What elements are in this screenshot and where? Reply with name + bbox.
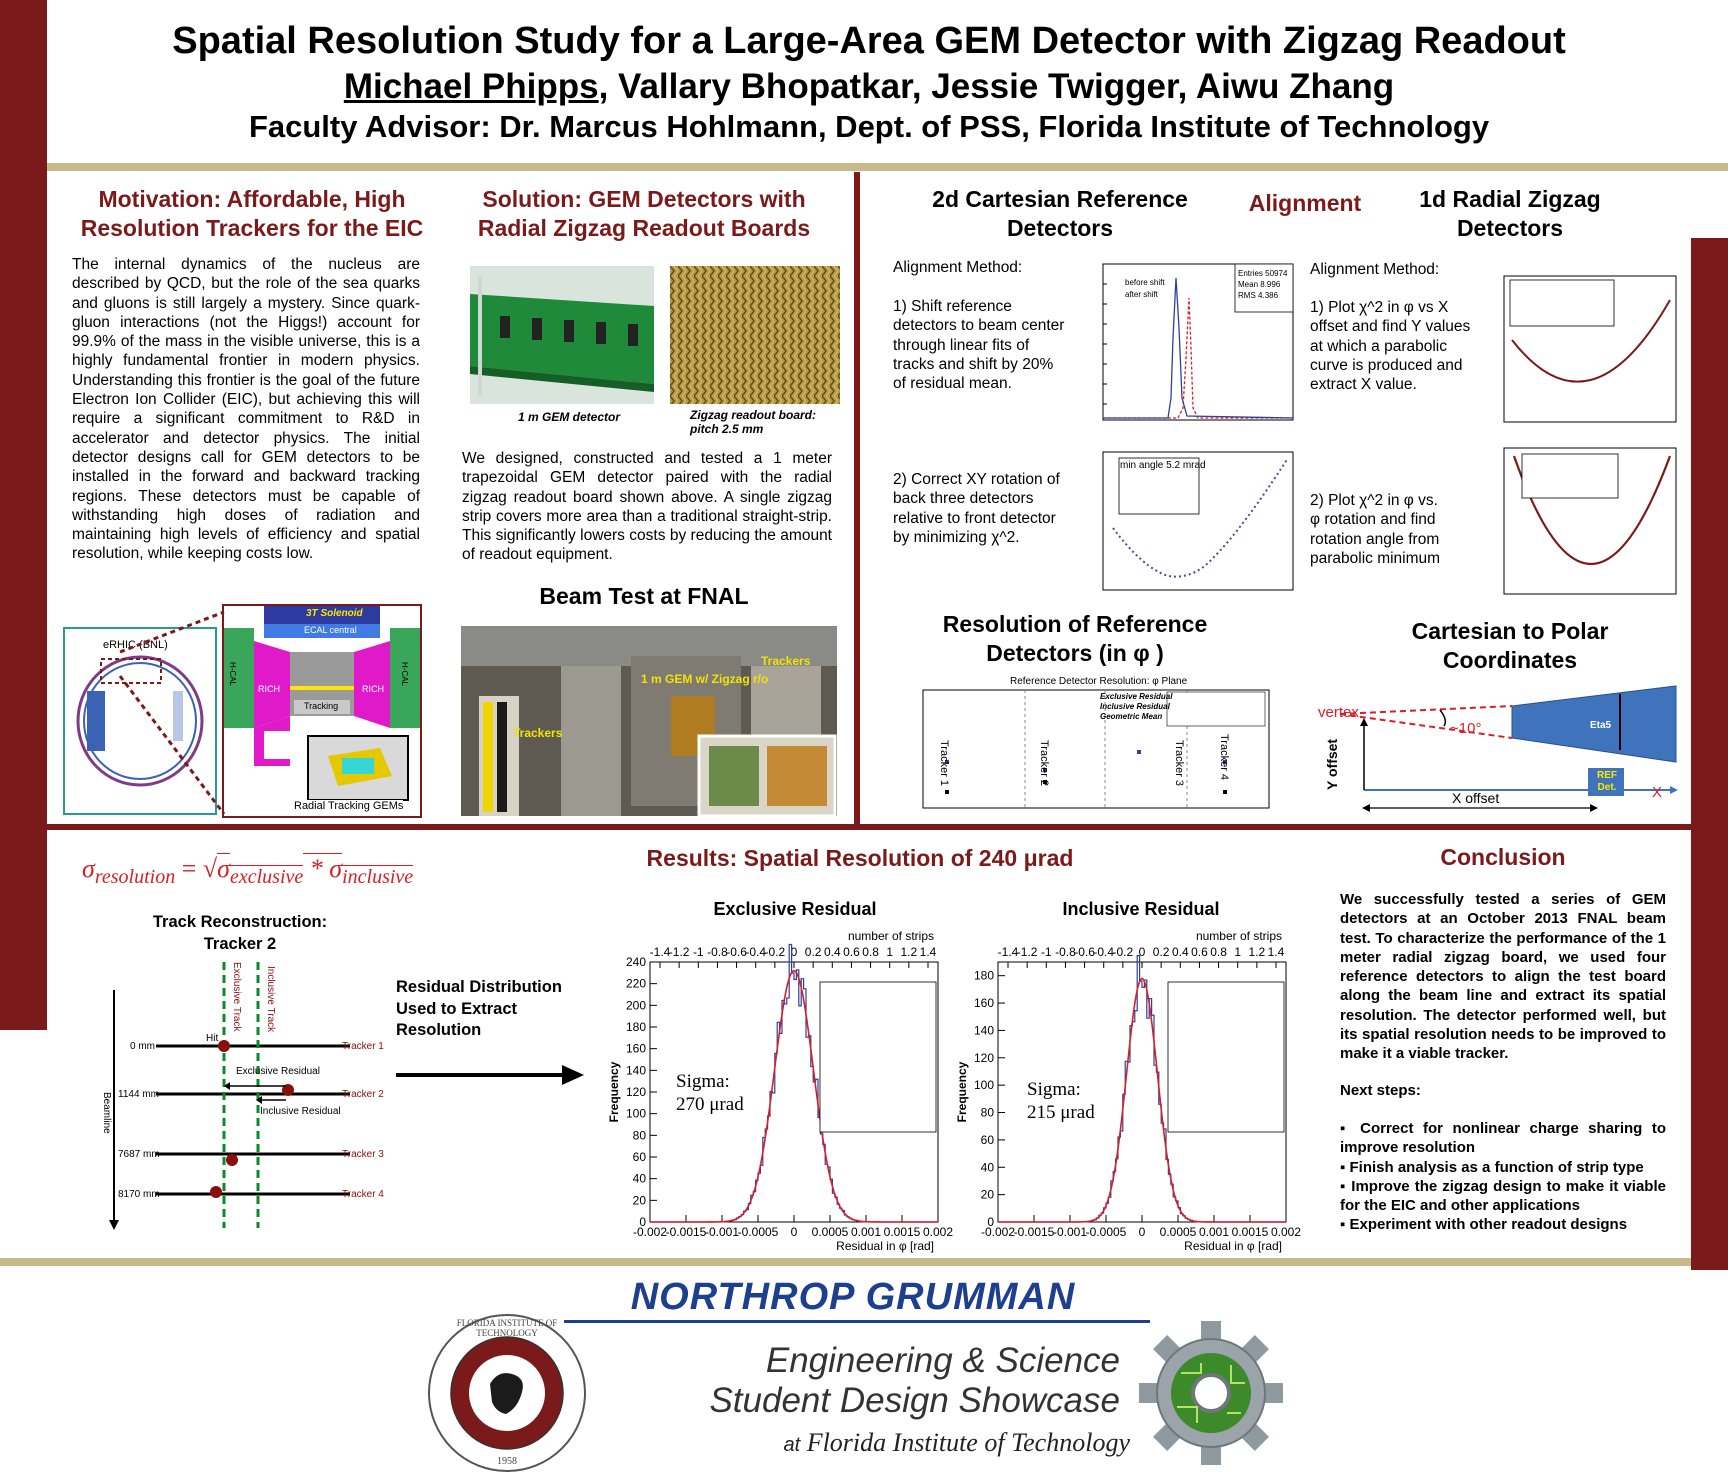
inclusive-histogram [952, 918, 1302, 1254]
x-tick-label: -0.0015 [665, 1225, 707, 1239]
beam-label-trackers-right: Trackers [761, 654, 811, 668]
x-tick-label: 0.002 [922, 1225, 954, 1239]
polar-x-axis: X [1652, 784, 1663, 801]
stats-box [1168, 982, 1284, 1132]
solution-title: Solution: GEM Detectors with Radial Zigzag Readout Boards [477, 186, 811, 241]
zigzag-photo-caption: Zigzag readout board: pitch 2.5 mm [690, 408, 816, 436]
formula-r2: σ [329, 854, 343, 883]
row-z-3: 8170 mm [118, 1189, 160, 1200]
y-tick-label: 40 [632, 1171, 646, 1186]
x-tick-label: -0.0005 [737, 1225, 779, 1239]
hcal-right-label: H-CAL [400, 662, 409, 687]
presenter-name: Michael Phipps [343, 67, 599, 106]
cart-method-label: Alignment Method: [893, 259, 1023, 276]
alignment-heading: Alignment [1248, 190, 1362, 216]
x-offset-parabola [1480, 270, 1680, 432]
y-axis-label: Frequency [607, 1061, 621, 1123]
advisor-line: Faculty Advisor: Dr. Marcus Hohlmann, Dept. of PSS, Florida Institute of Technology [248, 109, 1490, 144]
ref-tracker2: Tracker 2 [1038, 740, 1050, 787]
y-tick-label: 180 [973, 968, 994, 983]
showcase-line2: Student Design Showcase [709, 1381, 1120, 1420]
polar-ref: REF Det. [1597, 770, 1617, 793]
ref-plot-title: Reference Detector Resolution: φ Plane [1010, 676, 1188, 687]
x-axis-label: Residual in φ [rad] [1184, 1239, 1282, 1253]
conclusion-body: We successfully tested a series of GEM detectors at an October 2013 FNAL beam test. To characterize the performance of the 1 meter radial zigzag board, we used four reference detectors to align the test board along the beam line and extract its spatial resolution. The detector performed well, but its spatial resolution needs to be improved to make it a viable tracker. [1340, 891, 1666, 1063]
y-tick-label: 0 [987, 1215, 994, 1229]
legend-exclusive: Exclusive Residual [1100, 692, 1173, 701]
y-tick-label: 40 [980, 1160, 994, 1175]
y-tick-label: 160 [625, 1041, 646, 1056]
top-tick-label: -0.2 [1112, 945, 1134, 959]
stat-rms: 4.386 [1258, 291, 1279, 300]
polar-angle: ~10° [1450, 720, 1482, 737]
ref-tracker4: Tracker 4 [1218, 734, 1230, 781]
exclusive-residual-label: Exclusive Residual [236, 1066, 320, 1077]
erhic-label: eRHIC (BNL) [103, 639, 168, 651]
y-tick-label: 0 [639, 1215, 646, 1229]
legend-geometric: Geometric Mean [1100, 712, 1163, 721]
y-axis-label: Frequency [955, 1061, 969, 1123]
top-tick-label: -0.8 [707, 945, 728, 959]
top-tick-label: 0.4 [1171, 945, 1189, 959]
poster-title: Spatial Resolution Study for a Large-Area GEM Detector with Zigzag Readout [172, 20, 1566, 62]
x-tick-label: -0.002 [980, 1225, 1016, 1239]
top-tick-label: 0.8 [1210, 945, 1227, 959]
y-tick-label: 120 [973, 1050, 994, 1065]
formula-eq: = √ [175, 854, 218, 883]
radial-gems-label: Radial Tracking GEMs [294, 800, 404, 812]
next-step-text: Correct for nonlinear charge sharing to improve resolution [1340, 1120, 1666, 1157]
formula-lhs: σ [82, 854, 95, 883]
tracking-label: Tracking [304, 701, 339, 711]
top-tick-label: 0 [1138, 945, 1146, 959]
top-tick-label: 1.4 [1267, 945, 1285, 959]
stat-entries-label: Entries [1238, 269, 1263, 278]
y-tick-label: 20 [980, 1187, 994, 1202]
cart-step2: 2) Correct XY rotation of back three detectors relative to front detector by minimizing χ^2. [893, 471, 1060, 546]
next-step-item: ▪ Experiment with other readout designs [1340, 1216, 1628, 1234]
shift-legend-before: before shift [1125, 278, 1165, 287]
top-tick-label: 1.2 [1248, 945, 1266, 959]
motivation-body: The internal dynamics of the nucleus are described by QCD, but the role of the sea quarks and gluons is still largely a mystery. Since quark-gluon interactions (not the Higgs!) account for 99.9% of the mass in the visible universe, this is a highly fundamental frontier in modern physics. Understanding this frontier is the goal of the future Electron Ion Collider (EIC), but achieving this will require a significant commitment to R&D in accelerator and detector physics. The initial detector designs call for GEM detectors to be installed in the forward and backward tracking regions. These detectors must be capable of withstanding high doses of radiation and maintaining high levels of efficiency and spatial resolution, while keeping costs low. [72, 256, 420, 563]
stats-box [820, 982, 936, 1132]
next-step-text: Finish analysis as a function of strip type [1349, 1158, 1644, 1176]
next-step-item: ▪ Improve the zigzag design to make it viable for the EIC and other applications [1340, 1177, 1666, 1215]
top-tick-label: 0.8 [862, 945, 879, 959]
y-tick-label: 160 [973, 996, 994, 1011]
shift-legend-after: after shift [1125, 290, 1158, 299]
top-tick-label: -0.4 [745, 945, 767, 959]
top-tick-label: -1.2 [668, 945, 690, 959]
solenoid-label: 3T Solenoid [306, 608, 363, 619]
inclusive-residual-label: Inclusive Residual [260, 1106, 341, 1117]
next-steps-label: Next steps: [1340, 1082, 1421, 1099]
next-step-item: ▪ Correct for nonlinear charge sharing to improve resolution [1340, 1120, 1666, 1157]
top-tick-label: 0.2 [1152, 945, 1170, 959]
x-tick-label: 0.0005 [1159, 1225, 1197, 1239]
radial-method-label: Alignment Method: [1310, 261, 1440, 278]
stat-mean-label: Mean [1238, 280, 1259, 289]
y-tick-label: 140 [973, 1023, 994, 1038]
exclusive-plot-title: Exclusive Residual [713, 899, 877, 919]
results-title: Results: Spatial Resolution of 240 μrad [646, 845, 1074, 871]
formula-r1-sub: exclusive [229, 866, 304, 889]
x-tick-label: 0.0015 [883, 1225, 921, 1239]
seal-text: FLORIDA INSTITUTE OF TECHNOLOGY [456, 1318, 558, 1338]
inclusive-sigma-value: 215 μrad [1027, 1102, 1095, 1123]
top-tick-label: -1.4 [997, 945, 1019, 959]
vertical-divider-top [854, 172, 860, 824]
x-tick-label: -0.001 [1052, 1225, 1088, 1239]
top-tick-label: -0.6 [726, 945, 747, 959]
gem-detector-photo [470, 266, 654, 404]
hit-label: Hit [206, 1033, 219, 1044]
radial-step2: 2) Plot χ^2 in φ vs. φ rotation and find rotation angle from parabolic minimum [1310, 492, 1441, 567]
beam-test-title: Beam Test at FNAL [539, 583, 749, 609]
x-tick-label: 0.0005 [811, 1225, 849, 1239]
rich-right-label: RICH [362, 684, 384, 694]
rotation-parabola [1480, 442, 1680, 604]
y-tick-label: 100 [973, 1078, 994, 1093]
stat-rms-label: RMS [1238, 291, 1256, 300]
exclusive-sigma-label [676, 1070, 744, 1116]
row-tracker-1: Tracker 2 [342, 1089, 384, 1100]
ref-tracker3: Tracker 3 [1173, 740, 1185, 787]
header-gold-rule [47, 163, 1728, 171]
polar-eta: Eta5 [1590, 720, 1612, 731]
northrop-grumman-logo: NORTHROP GRUMMAN [630, 1276, 1076, 1318]
formula-mul: * [303, 854, 330, 883]
detector-cross-section [222, 604, 422, 818]
top-tick-label: -1 [692, 945, 704, 959]
row-tracker-0: Tracker 1 [342, 1041, 384, 1052]
stat-entries: 50974 [1265, 269, 1288, 278]
exclusive-track-label: Exclusive Track [231, 962, 242, 1032]
y-tick-label: 60 [632, 1150, 646, 1164]
ref-resolution-plot [905, 688, 1271, 814]
footer-gold-rule [0, 1258, 1691, 1266]
polar-x-offset: X offset [1452, 790, 1500, 806]
radial-step1: 1) Plot χ^2 in φ vs X offset and find Y values at which a parabolic curve is produced and extract X value. [1310, 299, 1471, 394]
top-tick-label: 1 [886, 945, 894, 959]
x-tick-label: 0.001 [850, 1225, 882, 1239]
row-z-1: 1144 mm [118, 1089, 159, 1100]
x-tick-label: -0.001 [704, 1225, 740, 1239]
top-axis-label: number of strips [847, 929, 934, 943]
next-step-text: Experiment with other readout designs [1349, 1216, 1628, 1234]
y-tick-label: 120 [625, 1085, 646, 1099]
solution-body: We designed, constructed and tested a 1 meter trapezoidal GEM detector paired with the radial zigzag readout board shown above. A single zigzag strip covers more area than a traditional straight-strip. This significantly lowers costs by reducing the amount of readout equipment. [462, 450, 832, 564]
x-axis-label: Residual in φ [rad] [836, 1239, 934, 1253]
y-tick-label: 180 [625, 1020, 646, 1034]
motivation-title: Motivation: Affordable, High Resolution Trackers for the EIC [80, 186, 424, 241]
x-tick-label: 0.001 [1198, 1225, 1230, 1239]
y-tick-label: 80 [980, 1105, 994, 1120]
author-line [47, 66, 1691, 108]
top-tick-label: -1 [1040, 945, 1052, 959]
y-tick-label: 220 [625, 976, 646, 991]
y-tick-label: 80 [632, 1128, 646, 1143]
x-tick-label: 0.002 [1270, 1225, 1302, 1239]
next-step-text: Improve the zigzag design to make it viable for the EIC and other applications [1340, 1177, 1666, 1215]
inclusive-plot-title: Inclusive Residual [1062, 899, 1220, 919]
top-tick-label: 0.2 [804, 945, 822, 959]
top-tick-label: -0.6 [1074, 945, 1095, 959]
resolution-formula [82, 854, 413, 889]
beamline-label: Beamline [101, 1092, 112, 1134]
legend-inclusive: Inclusive Residual [1100, 702, 1170, 711]
x-tick-label: 0 [1138, 1225, 1146, 1239]
ref-legend [1100, 692, 1172, 722]
residual-arrow [394, 1062, 586, 1088]
gear-logo-icon [1136, 1318, 1286, 1468]
top-axis-label: number of strips [1195, 929, 1282, 943]
exclusive-sigma-value: 270 μrad [676, 1094, 744, 1115]
row-tracker-3: Tracker 4 [342, 1189, 384, 1200]
right-maroon-bar [1691, 238, 1728, 1270]
top-tick-label: -0.8 [1055, 945, 1076, 959]
next-step-item: ▪ Finish analysis as a function of strip type [1340, 1158, 1644, 1176]
showcase-at: at [783, 1434, 801, 1456]
polar-title: Cartesian to Polar Coordinates [1411, 618, 1609, 673]
x-tick-label: -0.0005 [1085, 1225, 1127, 1239]
y-tick-label: 240 [625, 955, 646, 969]
ref-resolution-title: Resolution of Reference Detectors (in φ ) [942, 611, 1208, 666]
x-tick-label: 0.0015 [1231, 1225, 1269, 1239]
horizontal-divider [47, 824, 1691, 830]
row-z-2: 7687 mm [118, 1149, 160, 1160]
formula-r2-sub: inclusive [342, 866, 414, 889]
y-tick-label: 200 [625, 998, 646, 1013]
showcase-institute [760, 1428, 1130, 1458]
stat-mean: 8.996 [1260, 280, 1281, 289]
inclusive-sigma-word: Sigma: [1027, 1079, 1081, 1100]
top-tick-label: 1.4 [919, 945, 937, 959]
beam-test-photo [461, 626, 837, 816]
ref-tracker1: Tracker 1 [938, 740, 950, 787]
x-tick-label: 0 [790, 1225, 798, 1239]
other-authors: , Vallary Bhopatkar, Jessie Twigger, Aiwu Zhang [598, 67, 1395, 106]
x-tick-label: -0.0015 [1013, 1225, 1055, 1239]
top-tick-label: -1.4 [649, 945, 671, 959]
beam-label-trackers-left: Trackers [513, 726, 563, 740]
formula-lhs-sub: resolution [94, 866, 176, 889]
x-tick-label: -0.002 [632, 1225, 668, 1239]
track-reco-title: Track Reconstruction: Tracker 2 [152, 913, 328, 953]
hcal-left-label: H-CAL [228, 662, 237, 687]
radial-title: 1d Radial Zigzag Detectors [1419, 186, 1601, 241]
exclusive-histogram [604, 918, 954, 1254]
y-tick-label: 60 [980, 1132, 994, 1147]
polar-y-offset: Y offset [1324, 738, 1340, 790]
shift-stats [1238, 268, 1294, 301]
y-tick-label: 20 [632, 1193, 646, 1208]
rotation-label: min angle 5.2 mrad [1120, 460, 1206, 471]
inclusive-track-label: Inclusive Track [265, 966, 276, 1033]
zigzag-board-photo [670, 266, 840, 404]
beam-label-gem: 1 m GEM w/ Zigzag r/o [641, 672, 769, 686]
top-tick-label: -0.2 [764, 945, 786, 959]
cart-step1: 1) Shift reference detectors to beam center through linear fits of tracks and shift by 20% of residual mean. [893, 298, 1065, 393]
seal-year: 1958 [497, 1456, 517, 1467]
conclusion-title: Conclusion [1440, 844, 1566, 870]
polar-vertex: vertex [1318, 704, 1359, 721]
next-steps-list [1340, 1119, 1666, 1235]
y-tick-label: 140 [625, 1063, 646, 1078]
showcase-line1: Engineering & Science [765, 1341, 1120, 1380]
gem-photo-caption: 1 m GEM detector [518, 410, 621, 424]
row-z-0: 0 mm [130, 1041, 155, 1052]
top-tick-label: -0.4 [1093, 945, 1115, 959]
polar-diagram [1320, 680, 1680, 816]
top-tick-label: 1.2 [900, 945, 918, 959]
left-maroon-bar [0, 0, 47, 1030]
inclusive-sigma-label [1027, 1078, 1095, 1124]
sponsor-underline [564, 1320, 1150, 1323]
row-tracker-2: Tracker 3 [342, 1149, 384, 1160]
top-tick-label: 0 [790, 945, 798, 959]
cartesian-title: 2d Cartesian Reference Detectors [932, 186, 1188, 241]
top-tick-label: 0.4 [823, 945, 841, 959]
showcase-institute-name: Florida Institute of Technology [806, 1428, 1130, 1457]
top-tick-label: 0.6 [843, 945, 860, 959]
formula-r1: σ [217, 854, 230, 883]
top-tick-label: 1 [1234, 945, 1242, 959]
residual-arrow-text: Residual Distribution Used to Extract Resolution [396, 978, 562, 1039]
top-tick-label: 0.6 [1191, 945, 1208, 959]
rich-left-label: RICH [258, 684, 280, 694]
exclusive-sigma-word: Sigma: [676, 1071, 730, 1092]
zoom-dashed-lines [120, 610, 230, 820]
y-tick-label: 100 [625, 1106, 646, 1121]
ecal-label: ECAL central [304, 625, 357, 635]
top-tick-label: -1.2 [1016, 945, 1038, 959]
